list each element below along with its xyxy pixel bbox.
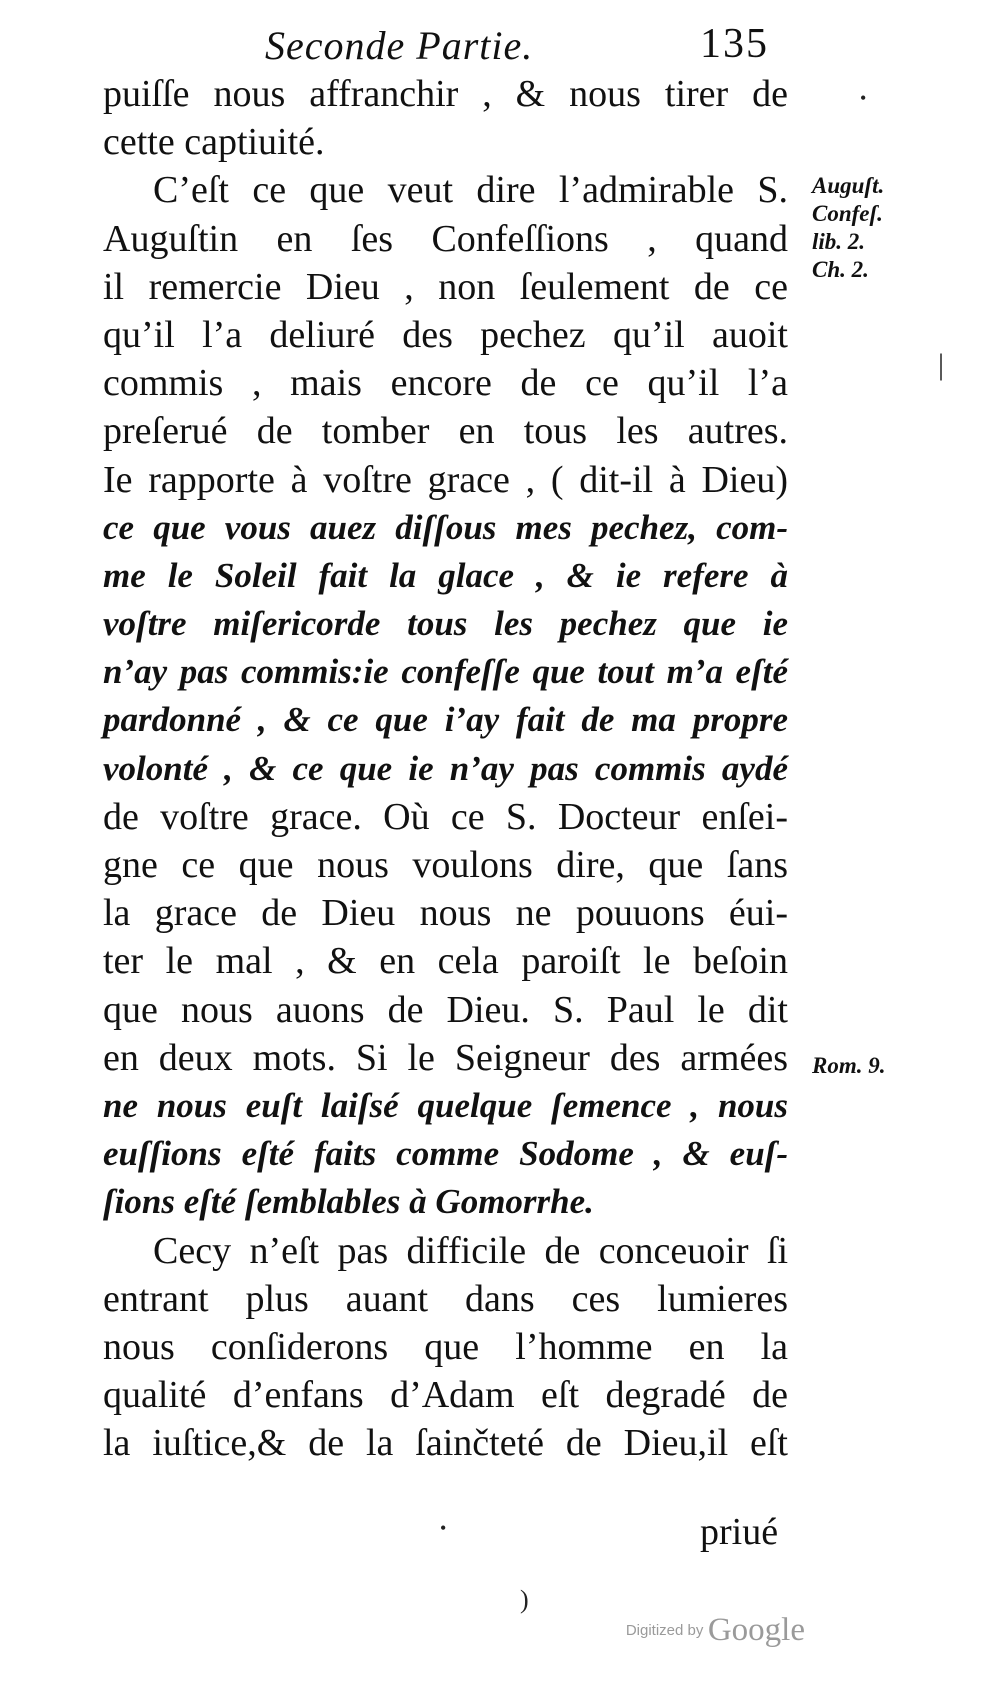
text-line: en deux mots. Si le Seigneur des armées — [103, 1036, 788, 1079]
margin-note-line: Rom. 9. — [812, 1053, 886, 1078]
text-line: que nous auons de Dieu. S. Paul le dit — [103, 988, 788, 1031]
google-logo: Google — [707, 1612, 805, 1648]
text-line: volonté , & ce que ie n’ay pas commis aydé — [103, 748, 788, 788]
text-line: preſerué de tomber en tous les autres. — [103, 410, 788, 453]
ink-speck: • — [440, 1518, 447, 1538]
text-line: il remercie Dieu , non ſeulement de ce — [103, 265, 788, 308]
body-text — [103, 70, 788, 1467]
margin-note-line: Auguſt. — [812, 173, 885, 198]
text-line: Cecy n’eſt pas difficile de conceuoir ſi — [153, 1229, 788, 1272]
text-line: voſtre miſericorde tous les pechez que ie — [103, 604, 788, 644]
text-line: ce que vous auez diſſous mes pechez, com- — [103, 507, 788, 547]
text-line: qualité d’enfans d’Adam eſt degradé de — [103, 1374, 788, 1417]
text-line: ſions eſté ſemblables à Gomorrhe. — [103, 1182, 594, 1222]
margin-note-line: Confeſ. — [812, 201, 883, 226]
page-number: 135 — [700, 21, 769, 67]
text-line: de voſtre grace. Où ce S. Docteur enſei- — [103, 795, 788, 838]
text-line: C’eſt ce que veut dire l’admirable S. — [153, 169, 788, 212]
text-line: gne ce que nous voulons dire, que ſans — [103, 844, 788, 886]
running-head: Seconde Partie. — [265, 23, 534, 68]
digitized-by-label: Digitized by — [625, 1622, 704, 1639]
text-line: la iuſtice,& de la ſainčteté de Dieu,il eſt — [103, 1422, 788, 1465]
margin-note-augustin — [812, 172, 884, 284]
digitized-by-google — [626, 1612, 805, 1649]
margin-note-line: lib. 2. — [812, 229, 866, 254]
text-line: me le Soleil fait la glace , & ie refere à — [103, 555, 788, 595]
ink-speck: ) — [520, 1585, 529, 1614]
text-line: Auguſtin en ſes Confeſſions , quand — [103, 217, 788, 260]
text-line: puiſſe nous affranchir , & nous tirer de — [103, 73, 788, 115]
text-line: euſſions eſté faits comme Sodome , & euſ- — [103, 1134, 788, 1174]
text-line: n’ay pas commis:ie confeſſe que tout m’a eſté — [103, 652, 788, 692]
ink-speck: • — [860, 88, 867, 108]
ink-speck: | — [938, 348, 945, 381]
margin-note-line: Ch. 2. — [812, 257, 869, 282]
text-line: cette captiuité. — [103, 121, 325, 164]
text-line: ne nous euſt laiſsé quelque ſemence , nous — [103, 1085, 788, 1125]
margin-note-paul — [812, 1052, 885, 1080]
text-line: qu’il l’a deliuré des pechez qu’il auoit — [103, 313, 788, 356]
text-line: entrant plus auant dans ces lumieres — [103, 1277, 788, 1320]
text-line: pardonné , & ce que i’ay fait de ma propre — [103, 700, 788, 740]
text-line: ter le mal , & en cela paroiſt le beſoin — [103, 940, 788, 983]
text-line: nous conſiderons que l’homme en la — [103, 1325, 788, 1368]
catchword: priué — [700, 1511, 779, 1553]
text-line: la grace de Dieu nous ne pouuons éui- — [103, 892, 788, 935]
text-line: Ie rapporte à voſtre grace , ( dit-il à Dieu) — [103, 458, 788, 501]
text-line: commis , mais encore de ce qu’il l’a — [103, 362, 788, 405]
